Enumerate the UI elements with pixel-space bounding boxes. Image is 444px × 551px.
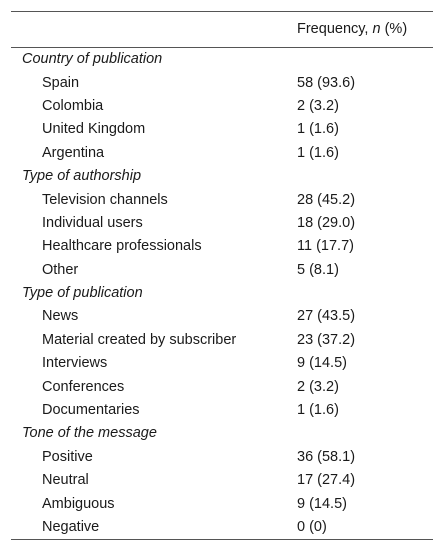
row-value: 1 (1.6) <box>297 402 339 419</box>
section-title: Tone of the message <box>22 425 157 442</box>
row-label: Documentaries <box>42 402 140 419</box>
frequency-table <box>11 11 433 540</box>
table-row <box>11 375 433 398</box>
row-label: Positive <box>42 448 93 465</box>
table-row <box>11 399 433 422</box>
row-label: Other <box>42 261 79 278</box>
row-label: Individual users <box>42 214 143 231</box>
table-row <box>11 212 433 235</box>
row-value: 11 (17.7) <box>297 238 354 255</box>
table-row <box>11 492 433 515</box>
section-title: Type of authorship <box>22 168 142 185</box>
row-label: Conferences <box>42 378 125 395</box>
row-value: 28 (45.2) <box>297 191 356 208</box>
table-row <box>11 469 433 492</box>
section-header-row <box>11 48 433 72</box>
row-value: 2 (3.2) <box>297 97 339 114</box>
row-value: 9 (14.5) <box>297 495 347 512</box>
header-label-cell <box>11 12 297 48</box>
table-header <box>11 12 433 48</box>
row-value: 36 (58.1) <box>297 448 356 465</box>
table-row <box>11 71 433 94</box>
row-label: Television channels <box>42 191 168 208</box>
row-value: 5 (8.1) <box>297 261 339 278</box>
section-header-row <box>11 282 433 305</box>
section-header-row <box>11 422 433 445</box>
row-label: United Kingdom <box>42 121 146 138</box>
section-title: Type of publication <box>22 285 143 302</box>
table-row <box>11 259 433 282</box>
frequency-table-container <box>11 11 433 540</box>
table-row <box>11 188 433 211</box>
table-row <box>11 305 433 328</box>
row-value: 17 (27.4) <box>297 472 356 489</box>
row-value: 0 (0) <box>297 516 433 540</box>
row-label: Negative <box>11 516 297 540</box>
header-row <box>11 12 433 48</box>
row-label: Material created by subscriber <box>42 331 237 348</box>
table-row <box>11 352 433 375</box>
row-label: Neutral <box>42 472 89 489</box>
table-row <box>11 95 433 118</box>
row-label: Colombia <box>42 97 104 114</box>
table-row <box>11 118 433 141</box>
table-row <box>11 329 433 352</box>
row-value: 23 (37.2) <box>297 331 356 348</box>
row-value: 58 (93.6) <box>297 74 356 91</box>
table-row <box>11 235 433 258</box>
header-frequency-cell <box>297 12 433 48</box>
section-header-row <box>11 165 433 188</box>
row-value: 27 (43.5) <box>297 308 356 325</box>
row-value: 18 (29.0) <box>297 214 356 231</box>
header-frequency-suffix: (%) <box>380 21 408 37</box>
row-value: 2 (3.2) <box>297 378 339 395</box>
row-label: Argentina <box>42 144 105 161</box>
table-row <box>11 142 433 165</box>
row-value: 1 (1.6) <box>297 144 339 161</box>
row-label: Ambiguous <box>42 495 115 512</box>
row-label: Interviews <box>42 355 108 372</box>
header-frequency-n: n <box>372 21 381 37</box>
row-label: Spain <box>42 74 80 91</box>
header-frequency-prefix: Frequency, <box>297 21 373 37</box>
table-row <box>11 516 433 540</box>
row-label: News <box>42 308 79 325</box>
row-value: 1 (1.6) <box>297 121 339 138</box>
table-body <box>11 48 433 540</box>
table-row <box>11 446 433 469</box>
row-label: Healthcare professionals <box>42 238 202 255</box>
row-value: 9 (14.5) <box>297 355 347 372</box>
section-title: Country of publication <box>22 51 163 68</box>
